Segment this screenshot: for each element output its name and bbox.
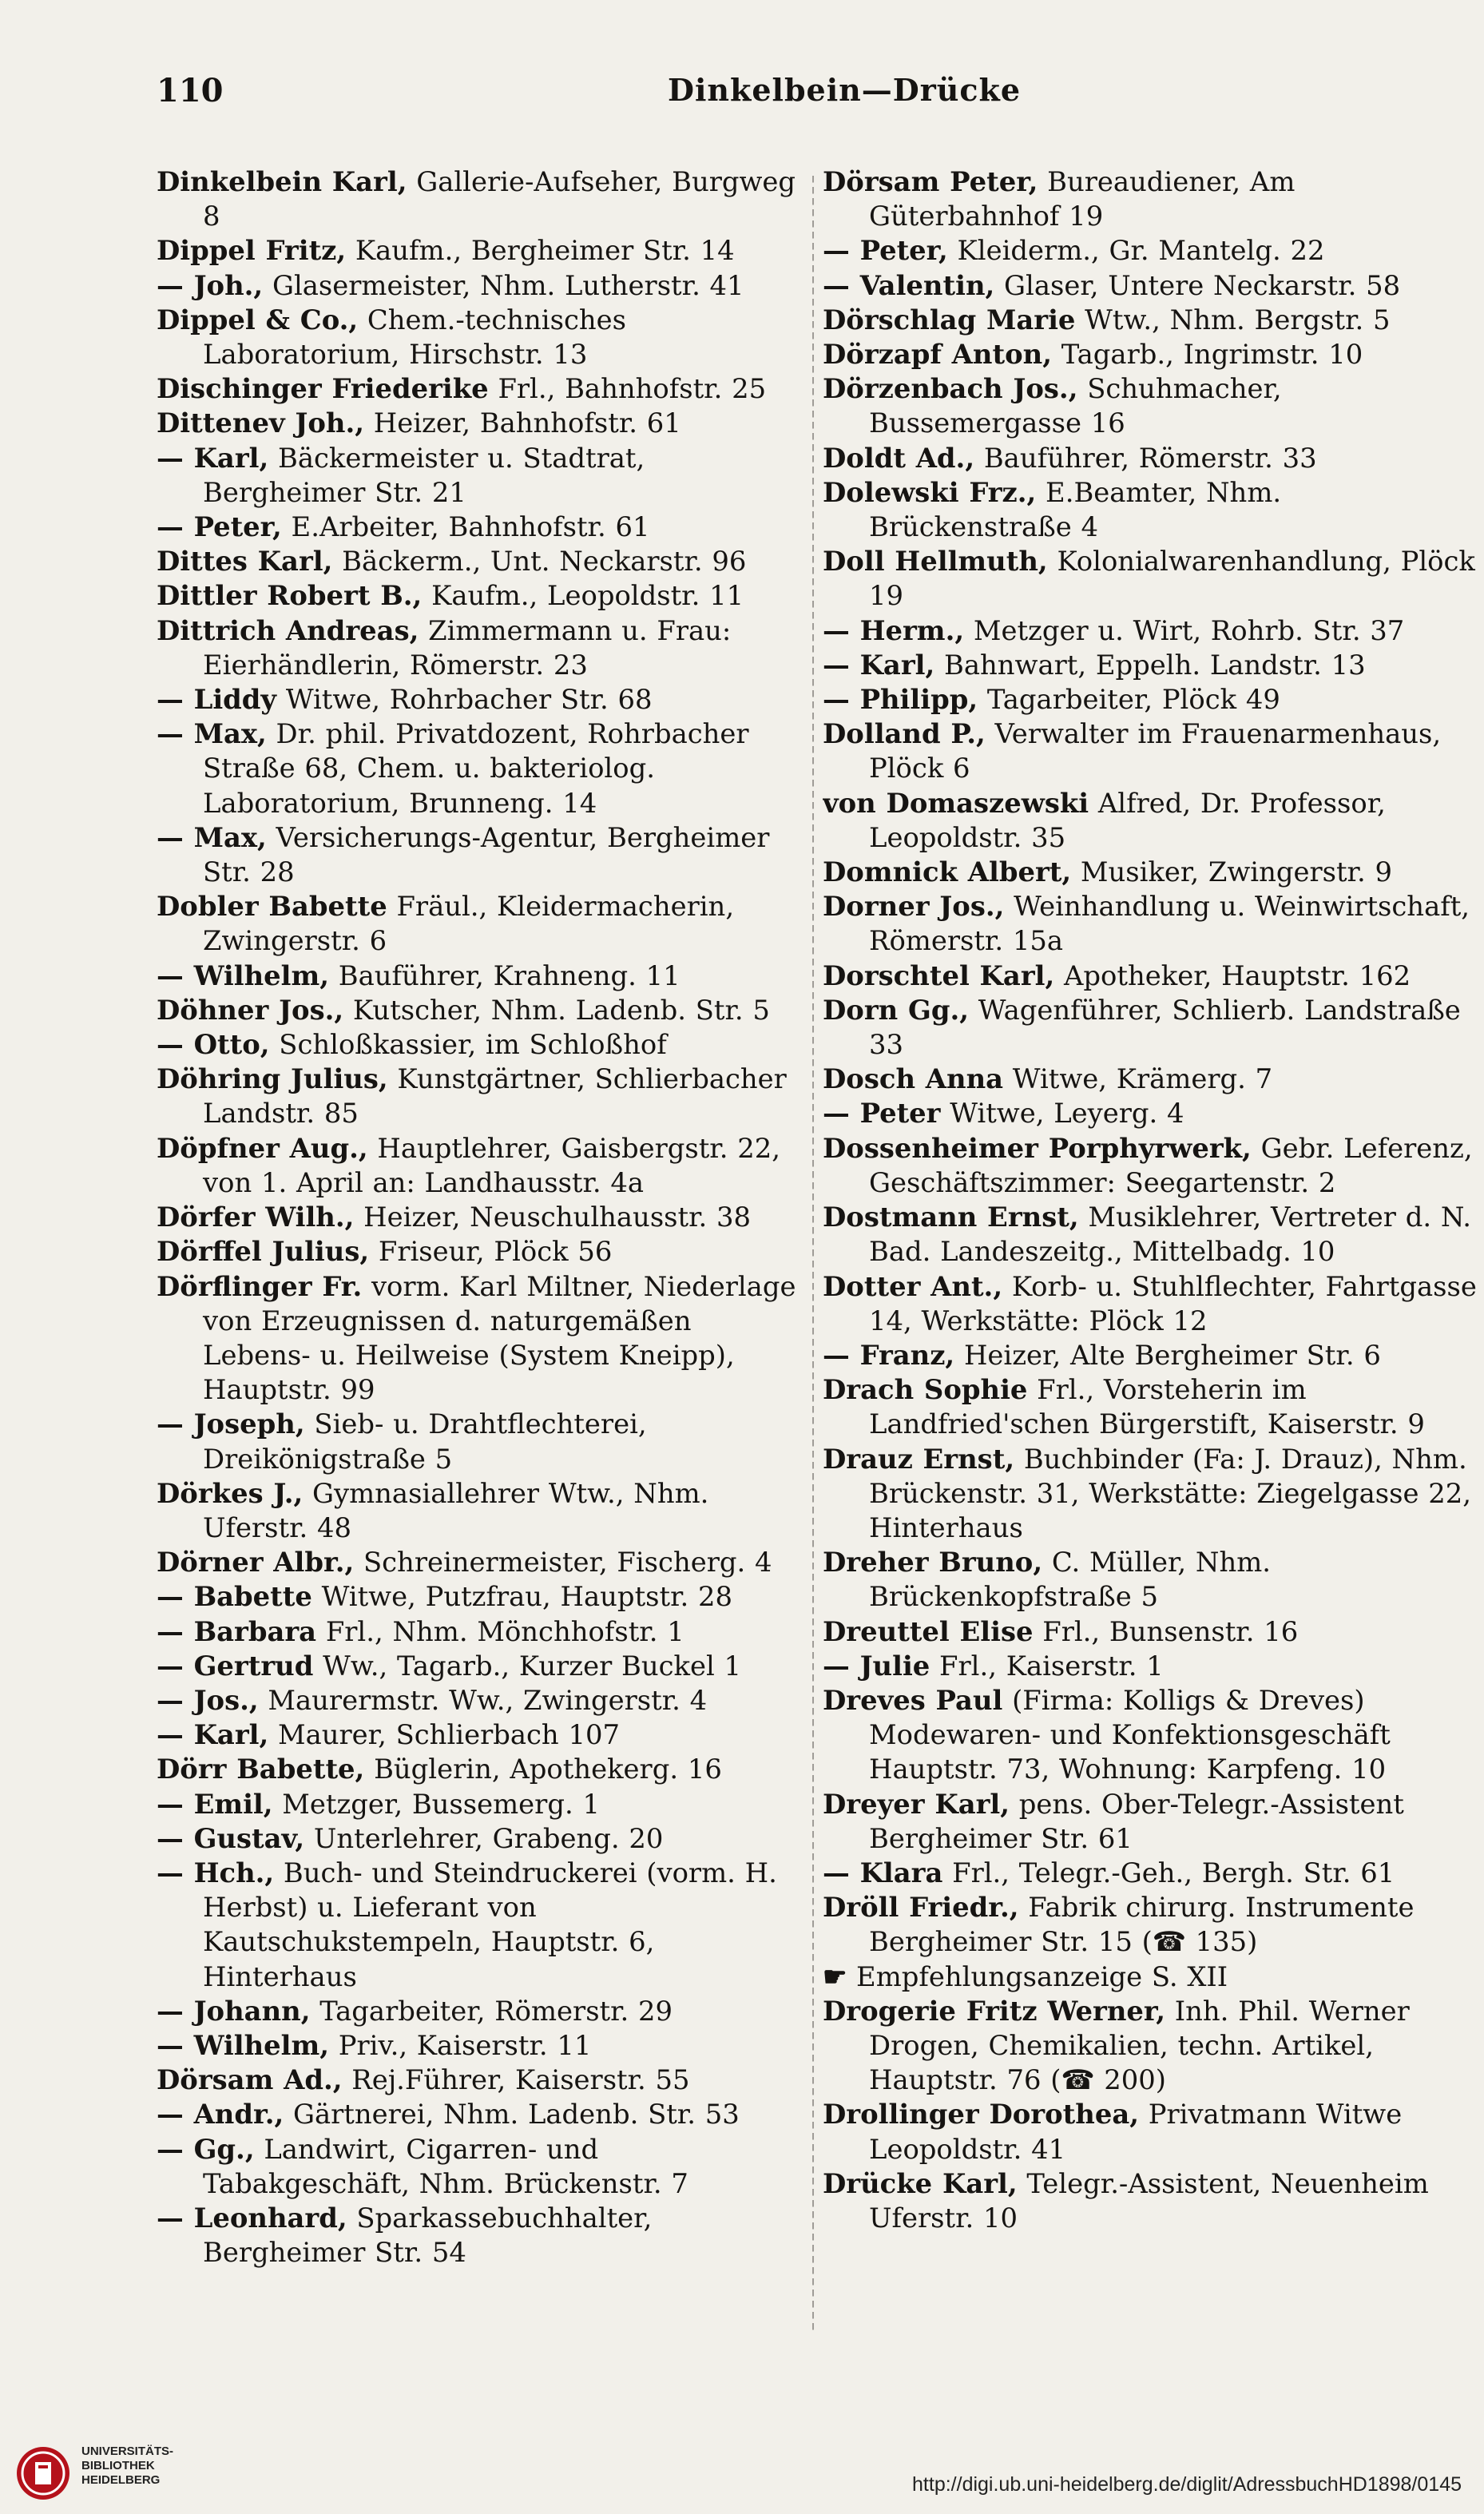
- entry-details: vorm. Karl Miltner, Niederlage von Erzeugnissen d. naturgemäßen Lebens- u. Heilweise (System Kneipp), Hauptstr. 99: [203, 1270, 796, 1406]
- entry-details: Empfehlungsanzeige S. XII: [847, 1960, 1228, 1992]
- directory-entry: [823, 544, 1484, 613]
- entry-name: — Otto,: [157, 1028, 270, 1061]
- entry-name: Drollinger Dorothea,: [823, 2098, 1140, 2131]
- directory-entry: [823, 1890, 1484, 1959]
- directory-entry: [823, 475, 1484, 544]
- entry-details: Korb- u. Stuhlflechter, Fahrtgasse 14, Werkstätte: Plöck 12: [869, 1270, 1477, 1336]
- entry-name: — Johann,: [157, 1994, 311, 2027]
- entry-name: Dörr Babette,: [157, 1753, 365, 1785]
- entry-details: Glaser, Untere Neckarstr. 58: [994, 269, 1401, 301]
- entry-name: Dippel Fritz,: [157, 234, 347, 267]
- directory-entry: [157, 614, 802, 682]
- entry-name: Dosch Anna: [823, 1062, 1004, 1095]
- directory-entry: [157, 1131, 802, 1200]
- directory-entry: [823, 1960, 1484, 1994]
- entry-name: — Liddy: [157, 683, 277, 716]
- entry-name: — Karl,: [157, 441, 269, 474]
- entry-name: Dreves Paul: [823, 1683, 1003, 1716]
- entry-name: Döhring Julius,: [157, 1062, 388, 1095]
- entry-name: Dörsam Peter,: [823, 165, 1038, 197]
- entry-details: Priv., Kaiserstr. 11: [329, 2029, 592, 2061]
- entry-details: E.Arbeiter, Bahnhofstr. 61: [281, 511, 650, 543]
- entry-details: Maurermstr. Ww., Zwingerstr. 4: [258, 1684, 708, 1716]
- entry-name: — Jos.,: [157, 1683, 259, 1716]
- entry-details: Schreinermeister, Fischerg. 4: [354, 1547, 772, 1579]
- entry-details: Rej.Führer, Kaiserstr. 55: [342, 2064, 690, 2096]
- entry-name: — Babette: [157, 1580, 312, 1613]
- entry-details: Heizer, Neuschulhausstr. 38: [354, 1201, 752, 1233]
- directory-entry: [157, 441, 802, 510]
- entry-details: Kaufm., Bergheimer Str. 14: [346, 235, 735, 267]
- entry-name: Dobler Babette: [157, 890, 387, 923]
- entry-name: Dörschlag Marie: [823, 303, 1076, 336]
- entry-details: Sparkassebuchhalter, Bergheimer Str. 54: [203, 2202, 653, 2269]
- entry-details: Landwirt, Cigarren- und Tabakgeschäft, Nhm. Brückenstr. 7: [203, 2133, 688, 2199]
- directory-entry: [157, 959, 802, 993]
- directory-entry: [157, 233, 802, 268]
- entry-details: Dr. phil. Privatdozent, Rohrbacher Straße 68, Chem. u. bakteriolog. Laboratorium, Brunneng. 14: [203, 718, 749, 819]
- directory-entry: [823, 1683, 1484, 1787]
- directory-entry: [823, 717, 1484, 785]
- library-name-line: BIBLIOTHEK: [81, 2459, 155, 2472]
- directory-entry: [823, 682, 1484, 717]
- entry-details: Inh. Phil. Werner Drogen, Chemikalien, techn. Artikel, Hauptstr. 76 (☎ 200): [869, 1995, 1410, 2096]
- page-footer: [0, 2429, 1484, 2514]
- entry-name: — Karl,: [157, 1718, 269, 1751]
- entry-name: Dörsam Ad.,: [157, 2063, 343, 2096]
- entry-name: Dörffel Julius,: [157, 1235, 370, 1268]
- directory-entry: [157, 2028, 802, 2063]
- entry-name: — Max,: [157, 820, 267, 853]
- directory-entry: [157, 1579, 802, 1614]
- entry-name: Dreyer Karl,: [823, 1787, 1010, 1820]
- directory-entry: [157, 1200, 802, 1234]
- library-seal-icon: [14, 2444, 72, 2502]
- entry-name: — Andr.,: [157, 2098, 284, 2131]
- entry-details: Maurer, Schlierbach 107: [268, 1719, 620, 1751]
- entry-name: Domnick Albert,: [823, 856, 1072, 888]
- directory-entry: [823, 268, 1484, 303]
- directory-entry: [157, 1269, 802, 1408]
- directory-entry: [157, 1614, 802, 1649]
- page-number: 110: [157, 72, 224, 109]
- entry-details: Fabrik chirurg. Instrumente Bergheimer Str. 15 (☎ 135): [869, 1892, 1415, 1958]
- entry-name: — Peter: [823, 1097, 941, 1130]
- directory-entry: [823, 1649, 1484, 1683]
- entry-details: Bäckermeister u. Stadtrat, Bergheimer Str. 21: [203, 442, 645, 508]
- directory-entry: [157, 165, 802, 233]
- entry-details: Unterlehrer, Grabeng. 20: [304, 1822, 664, 1854]
- directory-entry: [157, 1649, 802, 1683]
- entry-details: Friseur, Plöck 56: [369, 1236, 613, 1268]
- entry-details: Frl., Bahnhofstr. 25: [488, 373, 767, 405]
- directory-entry: [823, 1994, 1484, 2098]
- directory-entry: [157, 889, 802, 958]
- entry-name: Dreuttel Elise: [823, 1614, 1034, 1647]
- entry-name: — Gg.,: [157, 2132, 255, 2165]
- entry-details: Versicherungs-Agentur, Bergheimer Str. 28: [203, 821, 770, 888]
- directory-entry: [157, 2132, 802, 2201]
- entry-details: Glasermeister, Nhm. Lutherstr. 41: [263, 269, 744, 301]
- entry-details: Witwe, Leyerg. 4: [940, 1098, 1184, 1130]
- directory-entry: [157, 268, 802, 303]
- entry-details: Schloßkassier, im Schloßhof: [269, 1029, 667, 1061]
- directory-entry: [823, 1856, 1484, 1890]
- directory-entry: [823, 648, 1484, 682]
- directory-entry: [157, 1027, 802, 1062]
- entry-name: Dörfer Wilh.,: [157, 1201, 355, 1233]
- entry-details: Wagenführer, Schlierb. Landstraße 33: [869, 994, 1461, 1061]
- entry-details: Metzger, Bussemerg. 1: [272, 1788, 600, 1820]
- entry-details: Bahnwart, Eppelh. Landstr. 13: [934, 649, 1366, 681]
- entry-details: Witwe, Putzfrau, Hauptstr. 28: [311, 1581, 733, 1613]
- entry-name: Dörzenbach Jos.,: [823, 372, 1078, 405]
- entry-name: — Leonhard,: [157, 2201, 347, 2234]
- directory-entry: [823, 1062, 1484, 1096]
- entry-details: Gebr. Leferenz, Geschäftszimmer: Seegartenstr. 2: [869, 1132, 1473, 1198]
- directory-entry: [157, 1407, 802, 1475]
- entry-name: Dorner Jos.,: [823, 890, 1005, 923]
- entry-name: Dittrich Andreas,: [157, 614, 419, 646]
- directory-entry: [157, 1752, 802, 1786]
- directory-entry: [823, 1096, 1484, 1130]
- entry-name: Dostmann Ernst,: [823, 1201, 1079, 1233]
- entry-name: Dippel & Co.,: [157, 303, 359, 336]
- entry-details: Kaufm., Leopoldstr. 11: [422, 580, 744, 612]
- entry-details: E.Beamter, Nhm. Brückenstraße 4: [869, 476, 1282, 543]
- entry-name: Doldt Ad.,: [823, 441, 975, 474]
- entry-name: Dörzapf Anton,: [823, 338, 1052, 371]
- entry-details: Bauführer, Krahneng. 11: [329, 959, 680, 991]
- entry-name: Doll Hellmuth,: [823, 545, 1048, 578]
- entry-details: Bureaudiener, Am Güterbahnhof 19: [869, 166, 1296, 232]
- entry-details: Kleiderm., Gr. Mantelg. 22: [947, 235, 1325, 267]
- entry-name: ☛: [823, 1960, 847, 1992]
- entry-details: Witwe, Krämerg. 7: [1003, 1063, 1273, 1095]
- entry-details: Frl., Vorsteherin im Landfried'schen Bürgerstift, Kaiserstr. 9: [869, 1374, 1425, 1440]
- entry-name: Drach Sophie: [823, 1373, 1028, 1406]
- entry-name: — Franz,: [823, 1338, 955, 1371]
- directory-entry: [157, 2097, 802, 2131]
- library-name: [81, 2444, 173, 2488]
- entry-details: Kunstgärtner, Schlierbacher Landstr. 85: [203, 1063, 787, 1130]
- directory-entry: [157, 544, 802, 578]
- entry-details: Hauptlehrer, Gaisbergstr. 22, von 1. April an: Landhausstr. 4a: [203, 1132, 780, 1198]
- directory-entry: [823, 1545, 1484, 1614]
- entry-details: Kolonialwarenhandlung, Plöck 19: [869, 546, 1475, 612]
- entry-name: Dossenheimer Porphyrwerk,: [823, 1131, 1252, 1164]
- directory-entry: [157, 1234, 802, 1269]
- entry-details: Buch- und Steindruckerei (vorm. H. Herbst) u. Lieferant von Kautschukstempeln, Hauptstr. 6, Hinterhaus: [203, 1857, 777, 1992]
- entry-details: Heizer, Alte Bergheimer Str. 6: [954, 1339, 1381, 1371]
- entry-name: Dotter Ant.,: [823, 1269, 1003, 1302]
- directory-entry: [157, 820, 802, 889]
- directory-entry: [157, 2063, 802, 2097]
- directory-entry: [823, 889, 1484, 958]
- directory-entry: [823, 303, 1484, 337]
- entry-details: Musiker, Zwingerstr. 9: [1071, 856, 1392, 888]
- entry-name: — Wilhelm,: [157, 2028, 330, 2061]
- directory-entry: [157, 510, 802, 544]
- page-header: [157, 72, 1379, 120]
- entry-name: von Domaszewski: [823, 786, 1089, 819]
- directory-entry: [823, 1372, 1484, 1441]
- entry-name: — Emil,: [157, 1787, 273, 1820]
- entry-name: — Gertrud: [157, 1649, 314, 1682]
- entry-name: Döpfner Aug.,: [157, 1131, 368, 1164]
- entry-details: Büglerin, Apothekerg. 16: [364, 1753, 722, 1785]
- entry-details: Witwe, Rohrbacher Str. 68: [276, 684, 653, 716]
- entry-name: Drauz Ernst,: [823, 1442, 1015, 1475]
- entry-name: Dreher Bruno,: [823, 1546, 1043, 1579]
- directory-entry: [823, 614, 1484, 648]
- directory-entry: [157, 406, 802, 440]
- library-name-line: HEIDELBERG: [81, 2473, 161, 2487]
- entry-details: Wtw., Nhm. Bergstr. 5: [1075, 304, 1391, 336]
- directory-entry: [157, 1062, 802, 1130]
- directory-entry: [157, 993, 802, 1027]
- entry-name: Dittler Robert B.,: [157, 579, 423, 612]
- directory-entry: [823, 959, 1484, 993]
- entry-details: Verwalter im Frauenarmenhaus, Plöck 6: [869, 718, 1442, 784]
- entry-name: Döhner Jos.,: [157, 993, 344, 1026]
- directory-entry: [157, 371, 802, 406]
- directory-entry: [823, 2097, 1484, 2166]
- entry-details: Musiklehrer, Vertreter d. N. Bad. Landeszeitg., Mittelbadg. 10: [869, 1201, 1471, 1268]
- entry-details: Bauführer, Römerstr. 33: [974, 442, 1317, 474]
- source-url-link[interactable]: http://digi.ub.uni-heidelberg.de/diglit/AdressbuchHD1898/0145: [912, 2473, 1462, 2496]
- running-head: Dinkelbein—Drücke: [668, 72, 1022, 108]
- entry-name: Dorn Gg.,: [823, 993, 970, 1026]
- entry-name: Dolland P.,: [823, 717, 986, 750]
- entry-name: — Philipp,: [823, 683, 978, 716]
- directory-entry: [157, 1821, 802, 1856]
- entry-name: — Peter,: [157, 510, 282, 543]
- directory-entry: [823, 1200, 1484, 1269]
- column-divider: [812, 176, 814, 2333]
- entry-details: Tagarbeiter, Römerstr. 29: [310, 1995, 673, 2027]
- directory-entry: [157, 682, 802, 717]
- entry-name: — Joh.,: [157, 268, 264, 301]
- entry-details: Telegr.-Assistent, Neuenheim Uferstr. 10: [869, 2167, 1429, 2234]
- entry-name: Dittenev Joh.,: [157, 407, 364, 439]
- entry-name: Dischinger Friederike: [157, 372, 489, 405]
- entry-name: Dolewski Frz.,: [823, 475, 1037, 508]
- left-column: [157, 165, 802, 2385]
- entry-name: Dittes Karl,: [157, 545, 333, 578]
- entry-details: Gallerie-Aufseher, Burgweg 8: [203, 166, 796, 232]
- entry-details: Alfred, Dr. Professor, Leopoldstr. 35: [869, 787, 1386, 853]
- entry-details: Frl., Bunsenstr. 16: [1033, 1615, 1299, 1647]
- directory-entry: [157, 303, 802, 371]
- entry-details: Tagarb., Ingrimstr. 10: [1051, 339, 1363, 371]
- entry-name: — Klara: [823, 1856, 943, 1888]
- entry-name: — Wilhelm,: [157, 959, 330, 991]
- entry-details: Heizer, Bahnhofstr. 61: [364, 407, 681, 439]
- directory-entry: [157, 1683, 802, 1718]
- entry-details: pens. Ober-Telegr.-Assistent Bergheimer Str. 61: [869, 1788, 1404, 1854]
- entry-details: Zimmermann u. Frau: Eierhändlerin, Römerstr. 23: [203, 614, 732, 681]
- directory-entry: [823, 2166, 1484, 2235]
- entry-name: — Joseph,: [157, 1408, 305, 1440]
- entry-name: — Julie: [823, 1649, 930, 1682]
- directory-entry: [157, 1545, 802, 1579]
- directory-entry: [823, 1269, 1484, 1338]
- entry-details: Privatmann Witwe Leopoldstr. 41: [869, 2099, 1403, 2165]
- entry-details: Chem.-technisches Laboratorium, Hirschstr. 13: [203, 304, 627, 371]
- directory-entry: [823, 165, 1484, 233]
- directory-entry: [157, 2201, 802, 2270]
- directory-entry: [823, 441, 1484, 475]
- directory-entry: [823, 855, 1484, 889]
- directory-entry: [823, 233, 1484, 268]
- directory-entry: [157, 1476, 802, 1545]
- entry-name: Dröll Friedr.,: [823, 1891, 1019, 1924]
- entry-name: — Herm.,: [823, 614, 965, 646]
- directory-entry: [823, 371, 1484, 440]
- directory-entry: [823, 1131, 1484, 1200]
- entry-name: Dörkes J.,: [157, 1476, 304, 1509]
- entry-name: Dörner Albr.,: [157, 1546, 355, 1579]
- entry-name: — Barbara: [157, 1614, 317, 1647]
- entry-name: — Peter,: [823, 234, 948, 267]
- directory-entry: [823, 1338, 1484, 1372]
- entry-details: Tagarbeiter, Plöck 49: [978, 684, 1280, 716]
- directory-entry: [823, 1442, 1484, 1546]
- entry-details: Frl., Nhm. Mönchhofstr. 1: [316, 1615, 684, 1647]
- entry-details: Frl., Telegr.-Geh., Bergh. Str. 61: [942, 1857, 1395, 1888]
- entry-details: Kutscher, Nhm. Ladenb. Str. 5: [343, 994, 770, 1026]
- directory-entry: [157, 1994, 802, 2028]
- entry-details: Ww., Tagarb., Kurzer Buckel 1: [313, 1650, 742, 1682]
- directory-entry: [823, 337, 1484, 371]
- entry-details: C. Müller, Nhm. Brückenkopfstraße 5: [869, 1547, 1272, 1613]
- directory-entry: [157, 1718, 802, 1752]
- entry-details: Gärtnerei, Nhm. Ladenb. Str. 53: [284, 2099, 740, 2131]
- directory-entry: [157, 1787, 802, 1821]
- entry-name: Drogerie Fritz Werner,: [823, 1994, 1166, 2027]
- directory-entry: [823, 1614, 1484, 1649]
- entry-details: Metzger u. Wirt, Rohrb. Str. 37: [964, 614, 1405, 646]
- entry-name: — Valentin,: [823, 268, 995, 301]
- entry-name: — Karl,: [823, 648, 935, 681]
- entry-details: Weinhandlung u. Weinwirtschaft, Römerstr. 15a: [869, 891, 1470, 957]
- entry-name: Dörflinger Fr.: [157, 1269, 363, 1302]
- entry-name: Dinkelbein Karl,: [157, 165, 407, 197]
- directory-entry: [157, 1856, 802, 1994]
- right-column: [823, 165, 1484, 2385]
- directory-entry: [823, 786, 1484, 855]
- entry-details: Bäckerm., Unt. Neckarstr. 96: [332, 546, 747, 578]
- entry-name: — Hch.,: [157, 1856, 275, 1888]
- entry-details: Apotheker, Hauptstr. 162: [1054, 959, 1411, 991]
- library-logo[interactable]: [14, 2429, 206, 2500]
- directory-entry: [157, 717, 802, 820]
- directory-entry: [823, 993, 1484, 1062]
- entry-details: Frl., Kaiserstr. 1: [930, 1650, 1164, 1682]
- entry-details: Buchbinder (Fa: J. Drauz), Nhm. Brückenstr. 31, Werkstätte: Ziegelgasse 22, Hinterhaus: [869, 1443, 1471, 1543]
- directory-entry: [823, 1787, 1484, 1856]
- library-name-line: UNIVERSITÄTS-: [81, 2444, 174, 2458]
- entry-details: Sieb- u. Drahtflechterei, Dreikönigstraße 5: [203, 1408, 647, 1475]
- entry-details: Schuhmacher, Bussemergasse 16: [869, 373, 1282, 439]
- entry-details: Gymnasiallehrer Wtw., Nhm. Uferstr. 48: [203, 1477, 709, 1543]
- entry-name: — Max,: [157, 717, 267, 750]
- entry-name: Drücke Karl,: [823, 2166, 1018, 2199]
- entry-name: — Gustav,: [157, 1821, 305, 1854]
- entry-details: (Firma: Kolligs & Dreves) Modewaren- und Konfektionsgeschäft Hauptstr. 73, Wohnung: Karpfeng. 10: [869, 1684, 1391, 1785]
- entry-name: Dorschtel Karl,: [823, 959, 1055, 991]
- directory-entry: [157, 578, 802, 613]
- entry-details: Fräul., Kleidermacherin, Zwingerstr. 6: [203, 891, 735, 957]
